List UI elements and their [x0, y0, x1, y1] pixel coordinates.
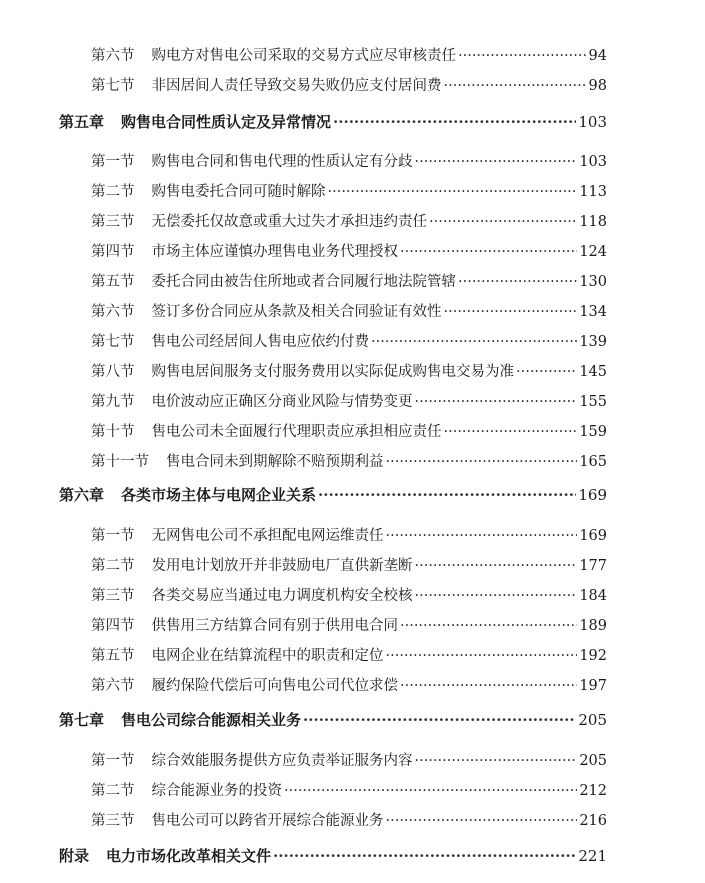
- entry-title: 非因居间人责任导致交易失败仍应支付居间费: [151, 78, 442, 94]
- entry-label: 第二节: [91, 558, 135, 574]
- dot-leader: [415, 585, 578, 607]
- dot-leader: [386, 810, 578, 832]
- dot-leader: [516, 361, 577, 383]
- dot-leader: [458, 45, 587, 67]
- dot-leader: [400, 615, 577, 637]
- entry-page-number: 205: [578, 711, 607, 729]
- dot-leader: [386, 525, 578, 547]
- entry-page-number: 159: [579, 424, 607, 440]
- toc-entry-section: [91, 645, 607, 667]
- entry-page-number: 177: [579, 558, 607, 574]
- dot-leader: [284, 780, 577, 802]
- entry-title: 发用电计划放开并非鼓励电厂直供新垄断: [151, 558, 413, 574]
- toc-entry-section: [91, 391, 607, 413]
- entry-title: 售电合同未到期解除不赔预期利益: [166, 454, 384, 470]
- chapter-title: 售电公司综合能源相关业务: [121, 711, 302, 729]
- entry-page-number: 124: [579, 244, 607, 260]
- entry-label: 第七节: [91, 334, 135, 350]
- entry-title: 综合效能服务提供方应负责举证服务内容: [151, 753, 413, 769]
- entry-label: 第十节: [91, 424, 135, 440]
- entry-label: 第六节: [91, 678, 135, 694]
- entry-label: 第七节: [91, 78, 135, 94]
- entry-label: 第五节: [91, 274, 135, 290]
- entry-page-number: 184: [579, 588, 607, 604]
- dot-leader: [415, 555, 578, 577]
- toc-entry-section: [91, 421, 607, 443]
- toc-entry-section: [91, 525, 607, 547]
- toc-entry-section: [91, 615, 607, 637]
- entry-title: 无网售电公司不承担配电网运维责任: [151, 528, 384, 544]
- entry-label: 第三节: [91, 214, 135, 230]
- entry-title: 售电公司可以跨省开展综合能源业务: [151, 813, 384, 829]
- toc-entry-section: [91, 451, 607, 473]
- chapter-title: 各类市场主体与电网企业关系: [121, 486, 317, 504]
- dot-leader: [415, 151, 578, 173]
- entry-label: 第八节: [91, 364, 135, 380]
- dot-leader: [444, 421, 578, 443]
- entry-page-number: 169: [579, 528, 607, 544]
- chapter-title: 购售电合同性质认定及异常情况: [121, 113, 332, 131]
- entry-label: 第五节: [91, 648, 135, 664]
- dot-leader: [415, 391, 578, 413]
- dot-leader: [328, 181, 578, 203]
- dot-leader: [400, 241, 577, 263]
- entry-label: 第四节: [91, 618, 135, 634]
- entry-page-number: 145: [579, 364, 607, 380]
- entry-label: 第九节: [91, 394, 135, 410]
- entry-page-number: 212: [579, 783, 607, 799]
- entry-page-number: 169: [578, 486, 607, 504]
- dot-leader: [444, 301, 578, 323]
- toc-entry-section: [91, 675, 607, 697]
- dot-leader: [371, 331, 577, 353]
- toc-entry-section: [91, 810, 607, 832]
- entry-label: 第一节: [91, 528, 135, 544]
- toc-entry-chapter: [59, 709, 607, 731]
- entry-label: 第三节: [91, 813, 135, 829]
- chapter-label: 第五章: [59, 113, 105, 131]
- dot-leader: [303, 709, 576, 731]
- entry-page-number: 189: [579, 618, 607, 634]
- toc-entry-section: [91, 181, 607, 203]
- toc-entry-section: [91, 331, 607, 353]
- entry-page-number: 103: [579, 154, 607, 170]
- entry-label: 第三节: [91, 588, 135, 604]
- toc-entry-section: [91, 585, 607, 607]
- entry-title: 售电公司未全面履行代理职责应承担相应责任: [151, 424, 442, 440]
- entry-page-number: 139: [579, 334, 607, 350]
- chapter-label: 第六章: [59, 486, 105, 504]
- entry-page-number: 94: [588, 48, 607, 64]
- entry-page-number: 103: [578, 113, 607, 131]
- entry-title: 签订多份合同应从条款及相关合同验证有效性: [151, 304, 442, 320]
- entry-page-number: 155: [579, 394, 607, 410]
- toc-entry-section: [91, 75, 607, 97]
- entry-title: 综合能源业务的投资: [151, 783, 282, 799]
- entry-title: 供售用三方结算合同有别于供用电合同: [151, 618, 398, 634]
- entry-page-number: 192: [579, 648, 607, 664]
- dot-leader: [458, 271, 577, 293]
- entry-page-number: 118: [579, 214, 607, 230]
- toc-entry-section: [91, 271, 607, 293]
- entry-page-number: 197: [579, 678, 607, 694]
- toc-entry-section: [91, 211, 607, 233]
- dot-leader: [386, 451, 578, 473]
- dot-leader: [333, 111, 576, 133]
- toc-entry-section: [91, 361, 607, 383]
- entry-title: 委托合同由被告住所地或者合同履行地法院管辖: [151, 274, 456, 290]
- dot-leader: [429, 211, 577, 233]
- entry-title: 购售电居间服务支付服务费用以实际促成购售电交易为准: [151, 364, 514, 380]
- appendix-title: 电力市场化改革相关文件: [106, 847, 272, 865]
- entry-title: 售电公司经居间人售电应依约付费: [151, 334, 369, 350]
- entry-title: 购售电委托合同可随时解除: [151, 184, 326, 200]
- toc-entry-section: [91, 151, 607, 173]
- entry-page-number: 130: [579, 274, 607, 290]
- chapter-label: 第七章: [59, 711, 105, 729]
- appendix-label: 附录: [59, 847, 90, 865]
- entry-page-number: 216: [579, 813, 607, 829]
- entry-label: 第六节: [91, 48, 135, 64]
- toc-entry-section: [91, 241, 607, 263]
- dot-leader: [273, 845, 576, 867]
- entry-page-number: 221: [578, 847, 607, 865]
- dot-leader: [415, 750, 578, 772]
- toc-entry-chapter: [59, 111, 607, 133]
- entry-label: 第二节: [91, 783, 135, 799]
- entry-page-number: 98: [588, 78, 607, 94]
- entry-title: 无偿委托仅故意或重大过失才承担违约责任: [151, 214, 427, 230]
- toc-entry-appendix: [59, 845, 607, 867]
- entry-label: 第一节: [91, 154, 135, 170]
- toc-entry-chapter: [59, 484, 607, 506]
- entry-title: 购售电合同和售电代理的性质认定有分歧: [151, 154, 413, 170]
- toc-entry-section: [91, 780, 607, 802]
- entry-label: 第四节: [91, 244, 135, 260]
- entry-page-number: 205: [579, 753, 607, 769]
- entry-label: 第一节: [91, 753, 135, 769]
- entry-page-number: 165: [579, 454, 607, 470]
- dot-leader: [400, 675, 577, 697]
- entry-label: 第十一节: [91, 454, 149, 470]
- toc-entry-section: [91, 750, 607, 772]
- entry-title: 履约保险代偿后可向售电公司代位求偿: [151, 678, 398, 694]
- toc-entry-section: [91, 555, 607, 577]
- entry-page-number: 134: [579, 304, 607, 320]
- entry-label: 第六节: [91, 304, 135, 320]
- entry-label: 第二节: [91, 184, 135, 200]
- entry-title: 市场主体应谨慎办理售电业务代理授权: [151, 244, 398, 260]
- dot-leader: [318, 484, 576, 506]
- toc-entry-section: [91, 45, 607, 67]
- entry-page-number: 113: [579, 184, 607, 200]
- entry-title: 购电方对售电公司采取的交易方式应尽审核责任: [151, 48, 456, 64]
- dot-leader: [386, 645, 578, 667]
- toc-entry-section: [91, 301, 607, 323]
- entry-title: 电价波动应正确区分商业风险与情势变更: [151, 394, 413, 410]
- entry-title: 各类交易应当通过电力调度机构安全校核: [151, 588, 413, 604]
- dot-leader: [444, 75, 587, 97]
- entry-title: 电网企业在结算流程中的职责和定位: [151, 648, 384, 664]
